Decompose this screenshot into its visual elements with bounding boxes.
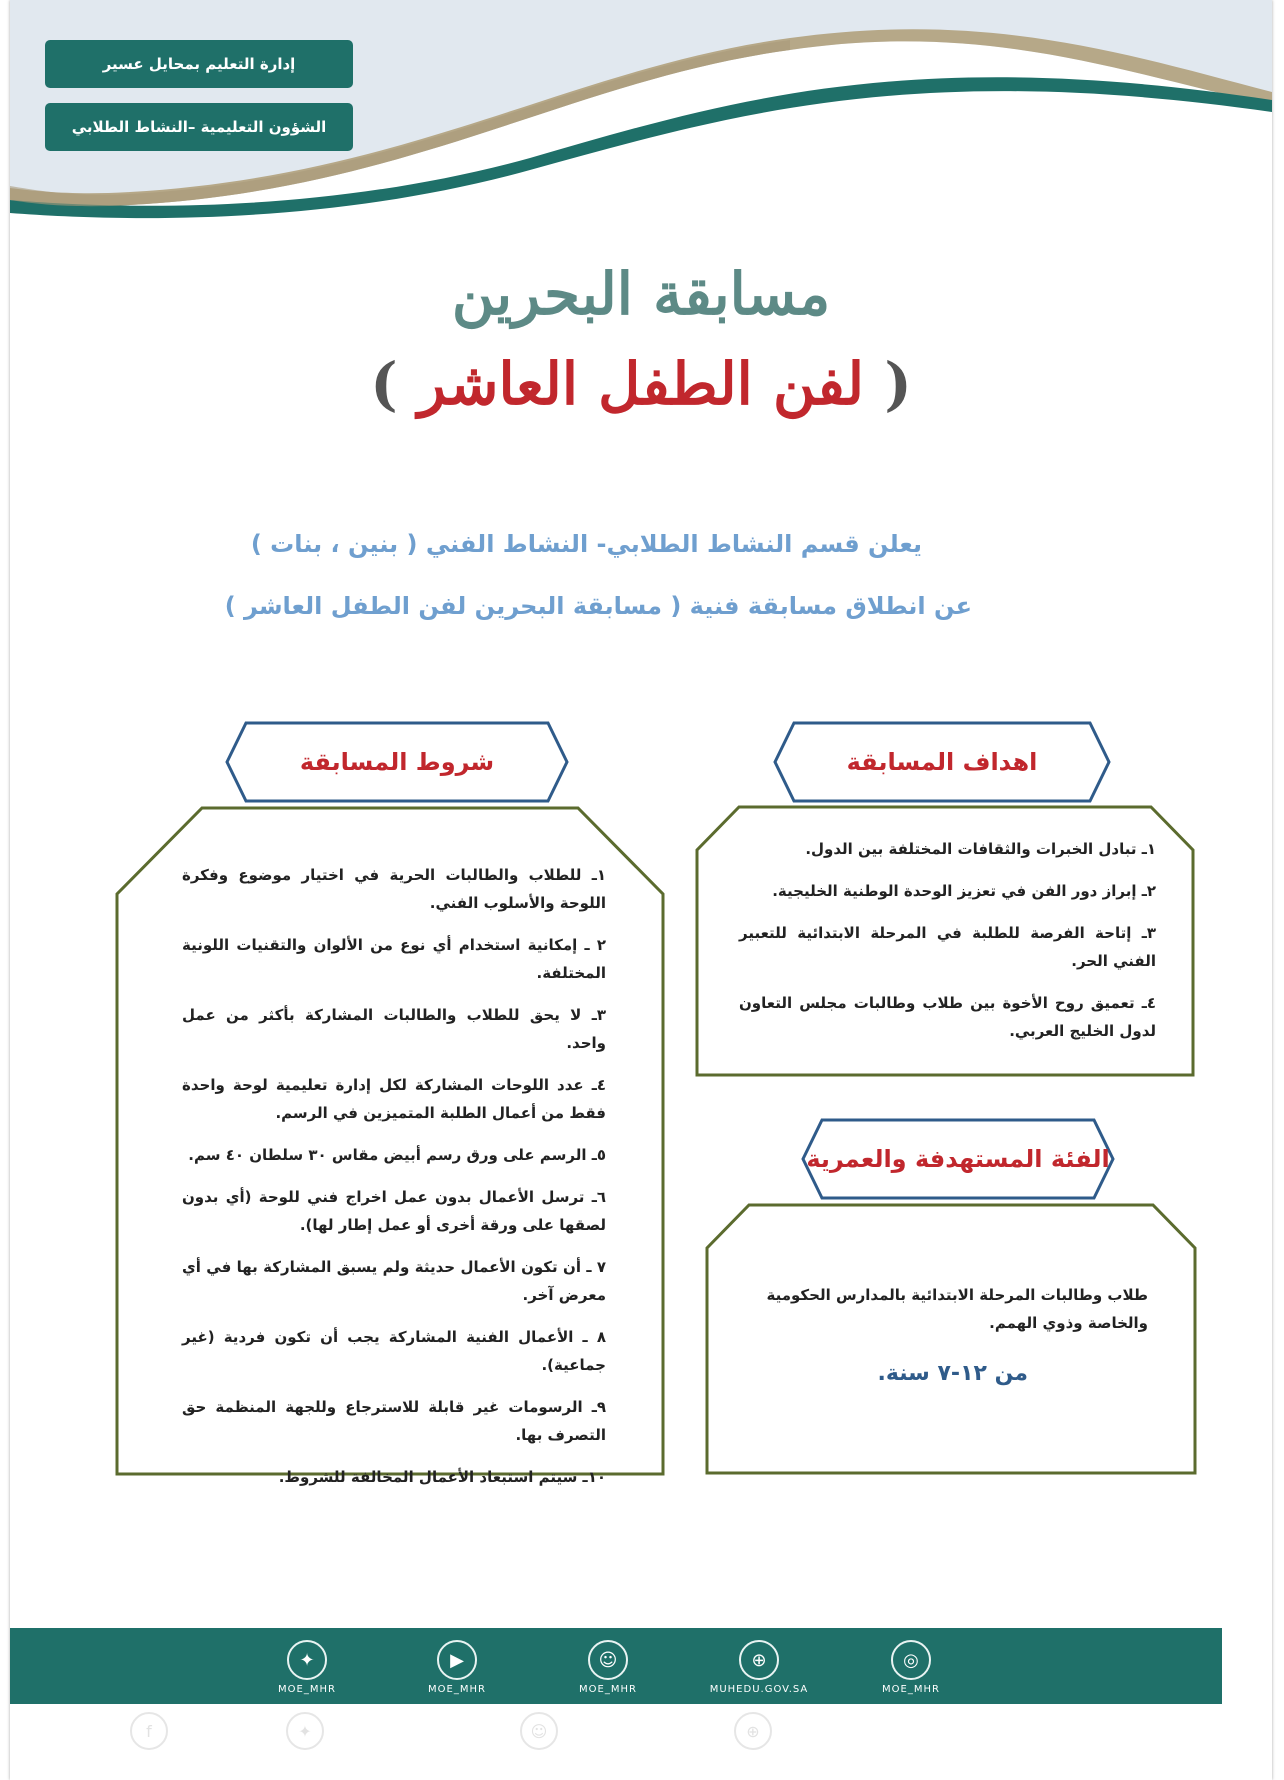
youtube-link[interactable] [402,1640,512,1695]
subtitle-text: لفن الطفل العاشر [417,350,865,418]
conditions-list [182,861,606,1505]
condition-item: ٤ـ عدد اللوحات المشاركة لكل إدارة تعليمية لوحة واحدة فقط من أعمال الطلبة المتميزين في الرسم. [182,1076,606,1122]
youtube-icon: ▶ [437,1640,477,1680]
subtitle-close-paren: ) [370,350,398,418]
goals-heading [772,720,1112,804]
target-age: من ١٢-٧ سنة. [877,1361,1028,1386]
condition-item: ٦ـ ترسل الأعمال بدون عمل اخراج فني للوحة (أي بدون لصقها على ورقة أخرى أو عمل إطار لها). [182,1188,606,1234]
conditions-heading-text: شروط المسابقة [299,748,495,776]
twitter-icon: ✦ [287,1640,327,1680]
condition-item: ٩ـ الرسومات غير قابلة للاسترجاع وللجهة المنظمة حق التصرف بها. [182,1398,606,1444]
target-heading-text: الفئة المستهدفة والعمرية [806,1145,1110,1173]
target-heading [800,1117,1116,1201]
goal-item: ٤ـ تعميق روح الأخوة بين طلاب وطالبات مجلس التعاون لدول الخليج العربي. [739,994,1156,1040]
goals-heading-text: اهداف المسابقة [846,748,1038,776]
instagram-icon: ◎ [891,1640,931,1680]
snapchat-label: MOE_MHR [579,1684,637,1695]
snapchat-faint-icon: ☺ [520,1712,558,1750]
subtitle-open-paren: ( [884,350,912,418]
condition-item: ٣ـ لا يحق للطلاب والطالبات المشاركة بأكثر من عمل واحد. [182,1006,606,1052]
poster-page [10,0,1272,1780]
condition-item: ٢ ـ إمكانية استخدام أي نوع من الألوان والتقنيات اللونية المختلفة. [182,936,606,982]
condition-item: ٥ـ الرسم على ورق رسم أبيض مقاس ٣٠ سلطان ٤٠ سم. [188,1146,606,1164]
instagram-link[interactable] [856,1640,966,1695]
website-link[interactable] [704,1640,814,1695]
target-text: طلاب وطالبات المرحلة الابتدائية بالمدارس الحكومية والخاصة وذوي الهمم. [766,1286,1148,1332]
snapchat-link[interactable] [553,1640,663,1695]
department-tag-label: إدارة التعليم بمحايل عسير [102,55,296,73]
section-tag-label: الشؤون التعليمية –النشاط الطلابي [71,118,327,136]
goals-list [739,835,1156,1059]
subtitle [10,350,1272,418]
twitter-link[interactable] [252,1640,362,1695]
section-tag [45,103,353,151]
website-icon: ⊕ [739,1640,779,1680]
twitter-faint-icon: ✦ [286,1712,324,1750]
condition-item: ١٠ـ سيتم استبعاد الأعمال المخالفة للشروط. [278,1468,606,1486]
condition-item: ٨ ـ الأعمال الفنية المشاركة يجب أن تكون فردية (غير جماعية). [182,1328,606,1374]
instagram-label: MOE_MHR [882,1684,940,1695]
goal-item: ٣ـ إتاحة الفرصة للطلبة في المرحلة الابتدائية للتعبير الفني الحر. [739,924,1156,970]
twitter-label: MOE_MHR [278,1684,336,1695]
conditions-heading [224,720,570,804]
youtube-label: MOE_MHR [428,1684,486,1695]
department-tag [45,40,353,88]
website-faint-icon: ⊕ [734,1712,772,1750]
snapchat-icon: ☺ [588,1640,628,1680]
facebook-icon: f [130,1712,168,1750]
intro-line-1: يعلن قسم النشاط الطلابي- النشاط الفني ( بنين ، بنات ) [250,530,922,558]
condition-item: ١ـ للطلاب والطالبات الحرية في اختيار موضوع وفكرة اللوحة والأسلوب الفني. [182,866,606,912]
goal-item: ١ـ تبادل الخبرات والثقافات المختلفة بين الدول. [805,840,1156,858]
website-label: MUHEDU.GOV.SA [709,1684,809,1695]
conditions-box [114,806,666,1486]
target-box [704,1203,1198,1475]
intro-line-2: عن انطلاق مسابقة فنية ( مسابقة البحرين لفن الطفل العاشر ) [224,592,972,620]
condition-item: ٧ ـ أن تكون الأعمال حديثة ولم يسبق المشاركة بها في أي معرض آخر. [182,1258,606,1304]
goal-item: ٢ـ إبراز دور الفن في تعزيز الوحدة الوطنية الخليجية. [772,882,1156,900]
goals-box [694,805,1196,1077]
main-title: مسابقة البحرين [451,260,831,328]
